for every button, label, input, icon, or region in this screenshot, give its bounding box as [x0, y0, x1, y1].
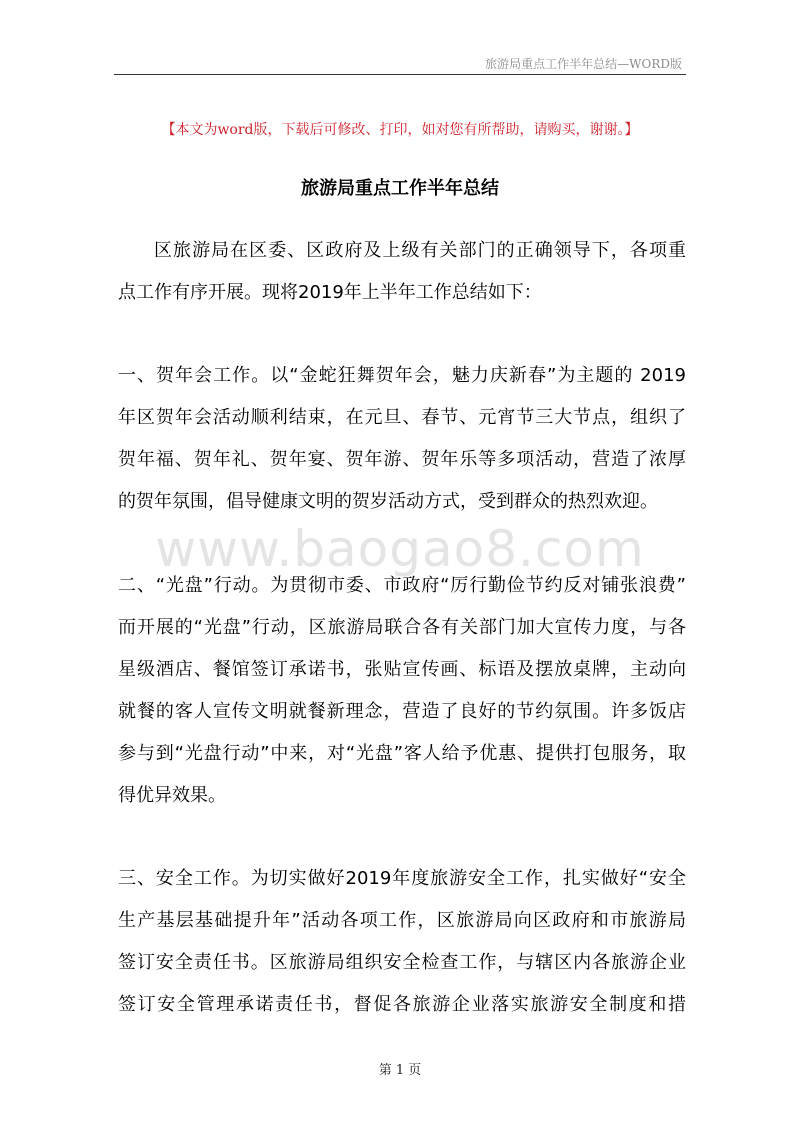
page-number: 第 1 页: [378, 1063, 422, 1078]
document-title: 旅游局重点工作半年总结: [301, 178, 499, 199]
paragraph-section-3: [118, 858, 686, 1026]
paragraph-line: 一、贺年会工作。以“金蛇狂舞贺年会，魅力庆新春”为主题的 2019: [118, 365, 686, 386]
paragraph-line: 签订安全管理承诺责任书，督促各旅游企业落实旅游安全制度和措: [118, 994, 686, 1015]
paragraph-line: 星级酒店、餐馆签订承诺书，张贴宣传画、标语及摆放桌牌，主动向: [118, 659, 686, 680]
paragraph-line: 年区贺年会活动顺利结束，在元旦、春节、元宵节三大节点，组织了: [118, 407, 686, 428]
paragraph-line: 的贺年氛围，倡导健康文明的贺岁活动方式，受到群众的热烈欢迎。: [118, 491, 658, 512]
paragraph-section-1: [118, 355, 686, 523]
paragraph-line: 贺年福、贺年礼、贺年宴、贺年游、贺年乐等多项活动，营造了浓厚: [118, 449, 686, 470]
header-divider: [114, 74, 686, 75]
paragraph-line: 点工作有序开展。现将2019年上半年工作总结如下：: [118, 282, 542, 303]
paragraph-line: 得优异效果。: [118, 785, 226, 806]
paragraph-line: 区旅游局在区委、区政府及上级有关部门的正确领导下，各项重: [154, 240, 686, 261]
paragraph-line: 生产基层基础提升年”活动各项工作，区旅游局向区政府和市旅游局: [118, 910, 686, 931]
running-header: 旅游局重点工作半年总结—WORD版: [485, 57, 682, 71]
paragraph-line: 参与到“光盘行动”中来，对“光盘”客人给予优惠、提供打包服务，取: [118, 743, 686, 764]
paragraph-intro: [118, 230, 686, 314]
paragraph-line: 就餐的客人宣传文明就餐新理念，营造了良好的节约氛围。许多饭店: [118, 701, 686, 722]
paragraph-line: 签订安全责任书。区旅游局组织安全检查工作，与辖区内各旅游企业: [118, 952, 686, 973]
paragraph-line: 二、“光盘”行动。为贯彻市委、市政府“厉行勤俭节约反对铺张浪费”: [118, 575, 686, 596]
paragraph-section-2: [118, 565, 686, 817]
purchase-notice: 【本文为word版，下载后可修改、打印，如对您有所帮助，请购买，谢谢。】: [161, 122, 639, 138]
paragraph-line: 而开展的“光盘”行动，区旅游局联合各有关部门加大宣传力度，与各: [118, 617, 686, 638]
watermark: www.baogao8.com: [155, 520, 645, 578]
paragraph-line: 三、安全工作。为切实做好2019年度旅游安全工作，扎实做好“安全: [118, 868, 686, 889]
